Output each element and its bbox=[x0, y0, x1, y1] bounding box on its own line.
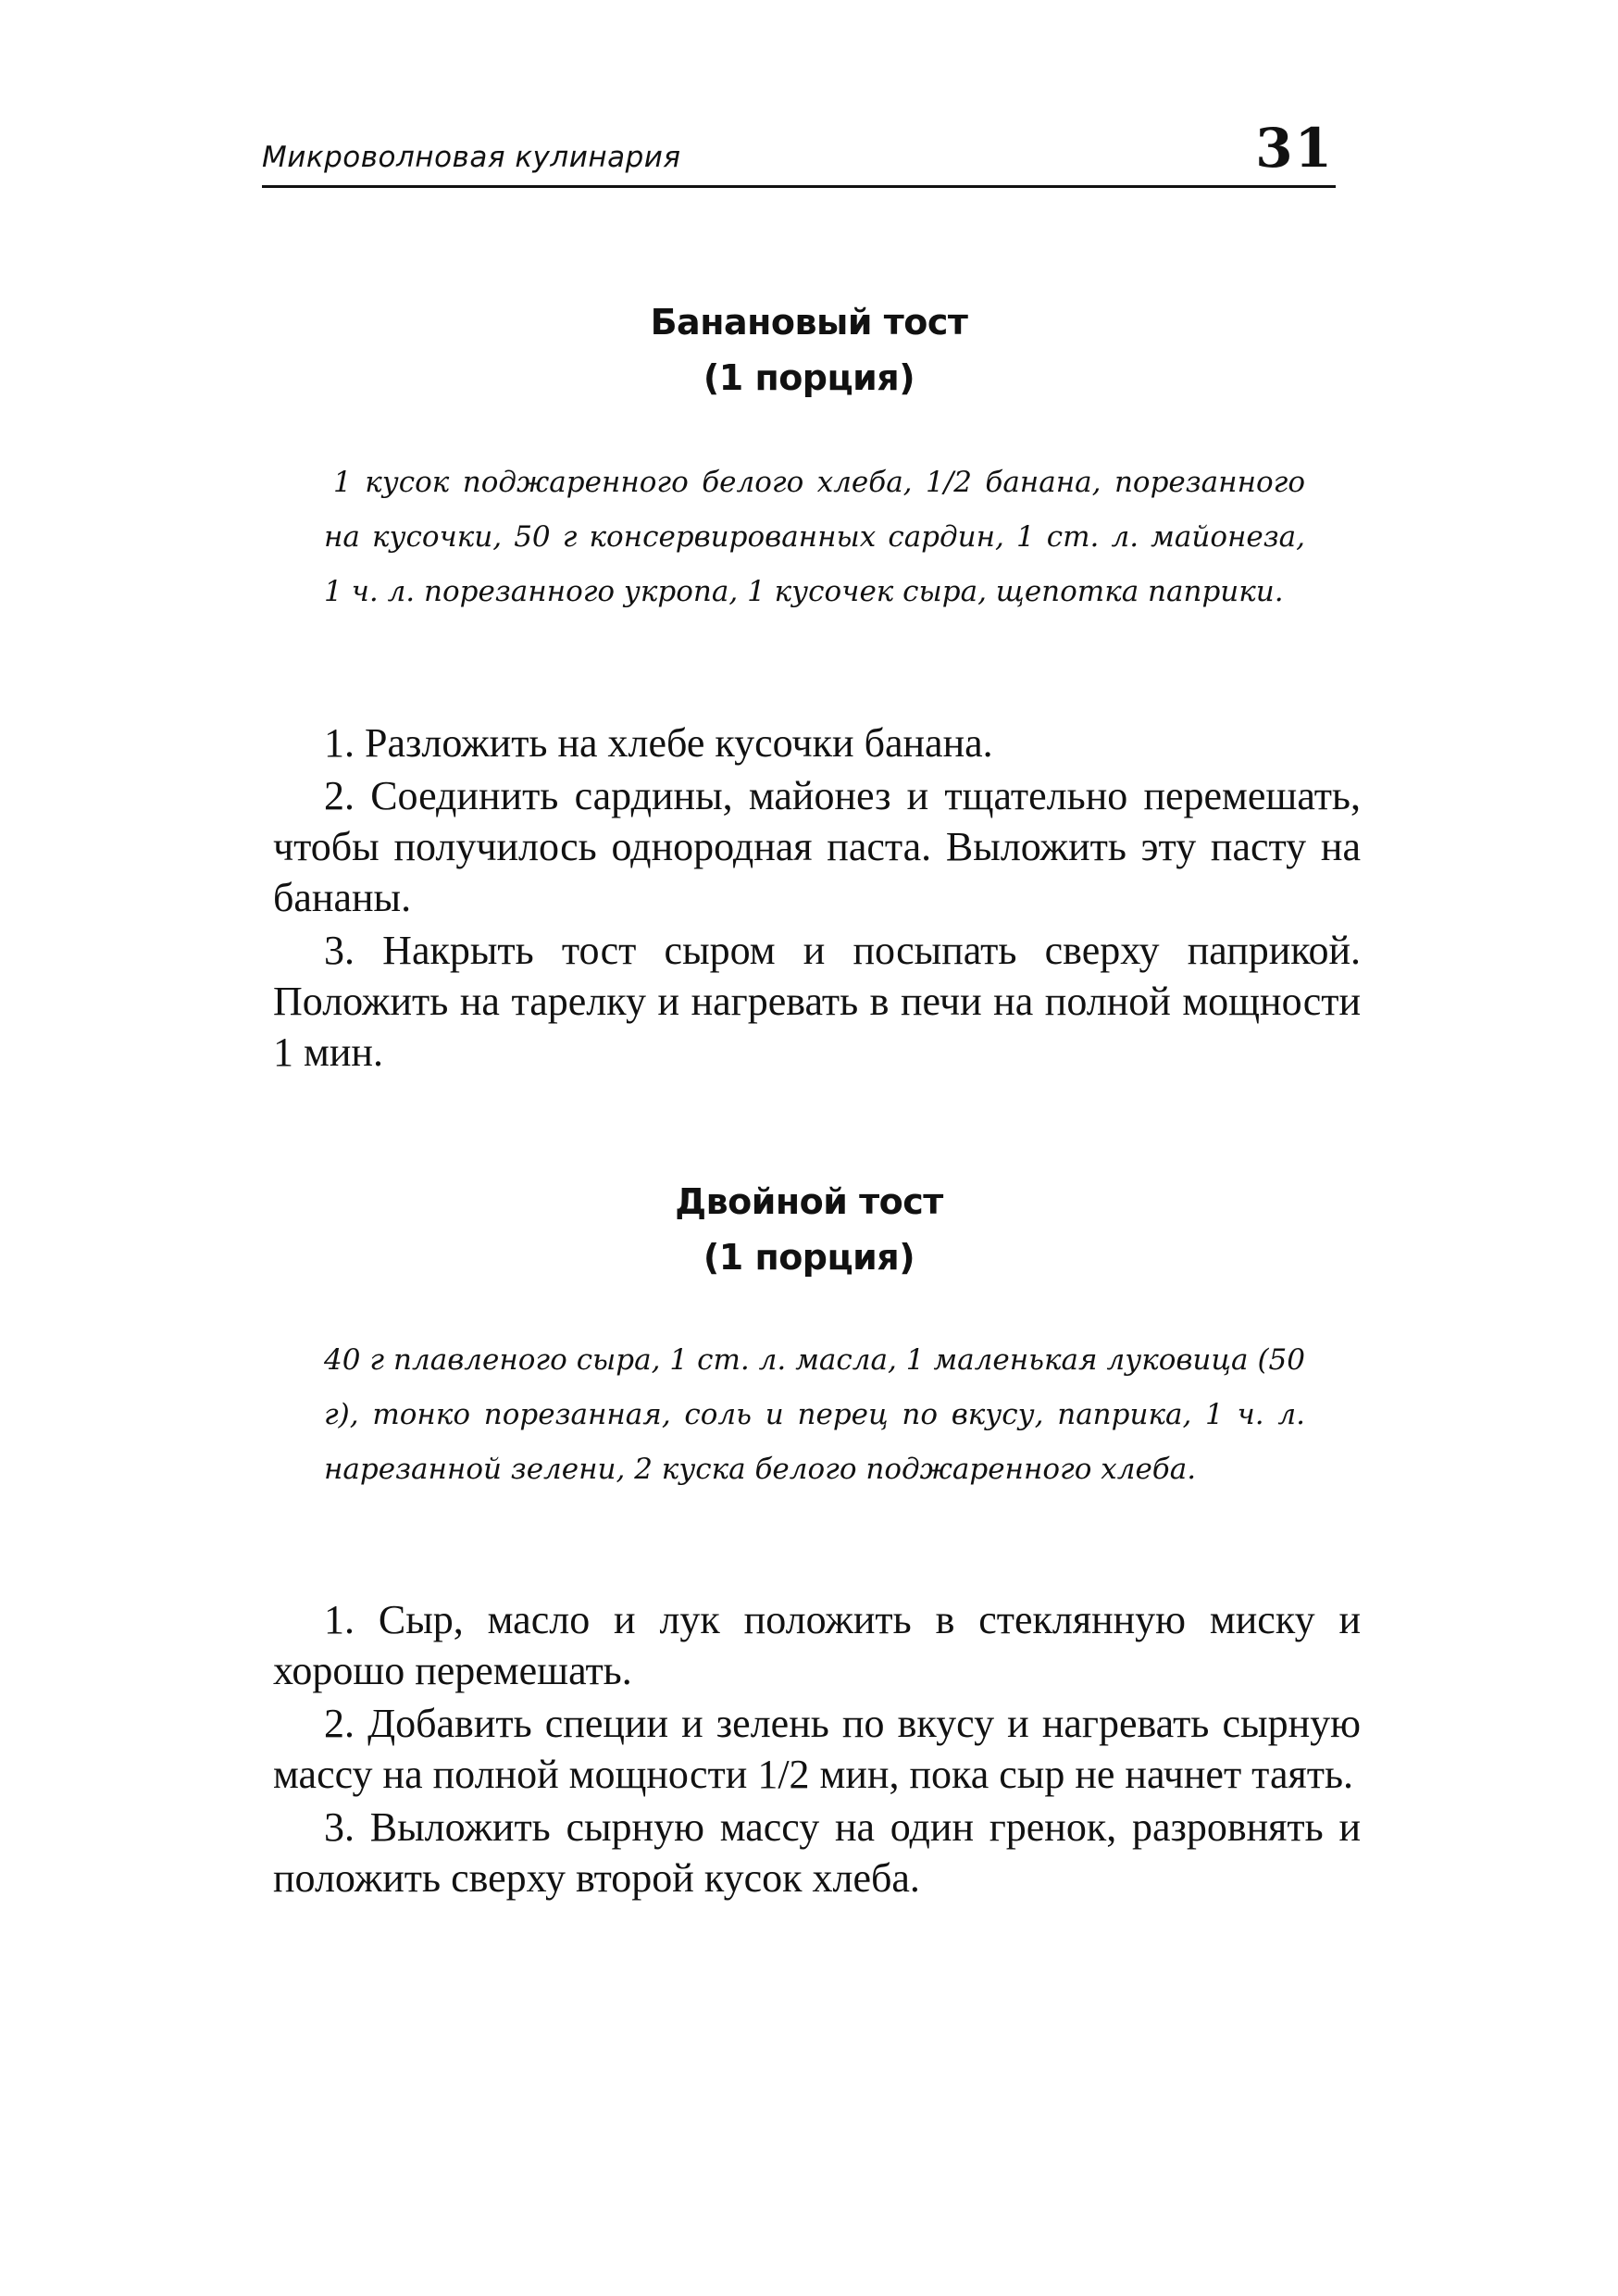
step-item: 3. Выложить сырную массу на один гренок, разровнять и положить сверху второй кусок хлеба. bbox=[273, 1804, 1361, 1901]
recipe-title: Двойной тост bbox=[675, 1181, 943, 1222]
ingredients-paragraph: 1 кусок поджаренного белого хлеба, 1/2 банана, порезанного на кусочки, 50 г консервированных сардин, 1 ст. л. майонеза, 1 ч. л. порезанного укропа, 1 кусочек сыра, щепотка паприки. bbox=[324, 466, 1305, 608]
steps-list bbox=[273, 1594, 1361, 1905]
steps-list bbox=[273, 718, 1361, 1079]
page-number: 31 bbox=[1255, 117, 1334, 180]
recipe-title: Банановый тост bbox=[650, 302, 968, 343]
step-item: 1. Разложить на хлебе кусочки банана. bbox=[324, 720, 993, 766]
recipe-portion: (1 порция) bbox=[703, 1237, 915, 1278]
step-item: 1. Сыр, масло и лук положить в стеклянную миску и хорошо перемешать. bbox=[273, 1597, 1361, 1693]
ingredients-paragraph: 40 г плавленого сыра, 1 ст. л. масла, 1 маленькая луковица (50 г), тонко порезанная, соль и перец по вкусу, паприка, 1 ч. л. нарезанной зелени, 2 куска белого поджаренного хлеба. bbox=[324, 1343, 1305, 1486]
step-item: 2. Соединить сардины, майонез и тщательно перемешать, чтобы получилось однородная паста. Выложить эту пасту на бананы. bbox=[273, 773, 1361, 920]
running-header bbox=[262, 111, 1336, 188]
step-item: 2. Добавить специи и зелень по вкусу и нагревать сырную массу на полной мощности 1/2 мин, пока сыр не начнет таять. bbox=[273, 1701, 1361, 1797]
running-title: Микроволновая кулинария bbox=[262, 141, 681, 174]
step-item: 3. Накрыть тост сыром и посыпать сверху паприкой. Положить на тарелку и нагревать в печи на полной мощности 1 мин. bbox=[273, 928, 1361, 1075]
recipe-portion: (1 порция) bbox=[703, 357, 915, 398]
